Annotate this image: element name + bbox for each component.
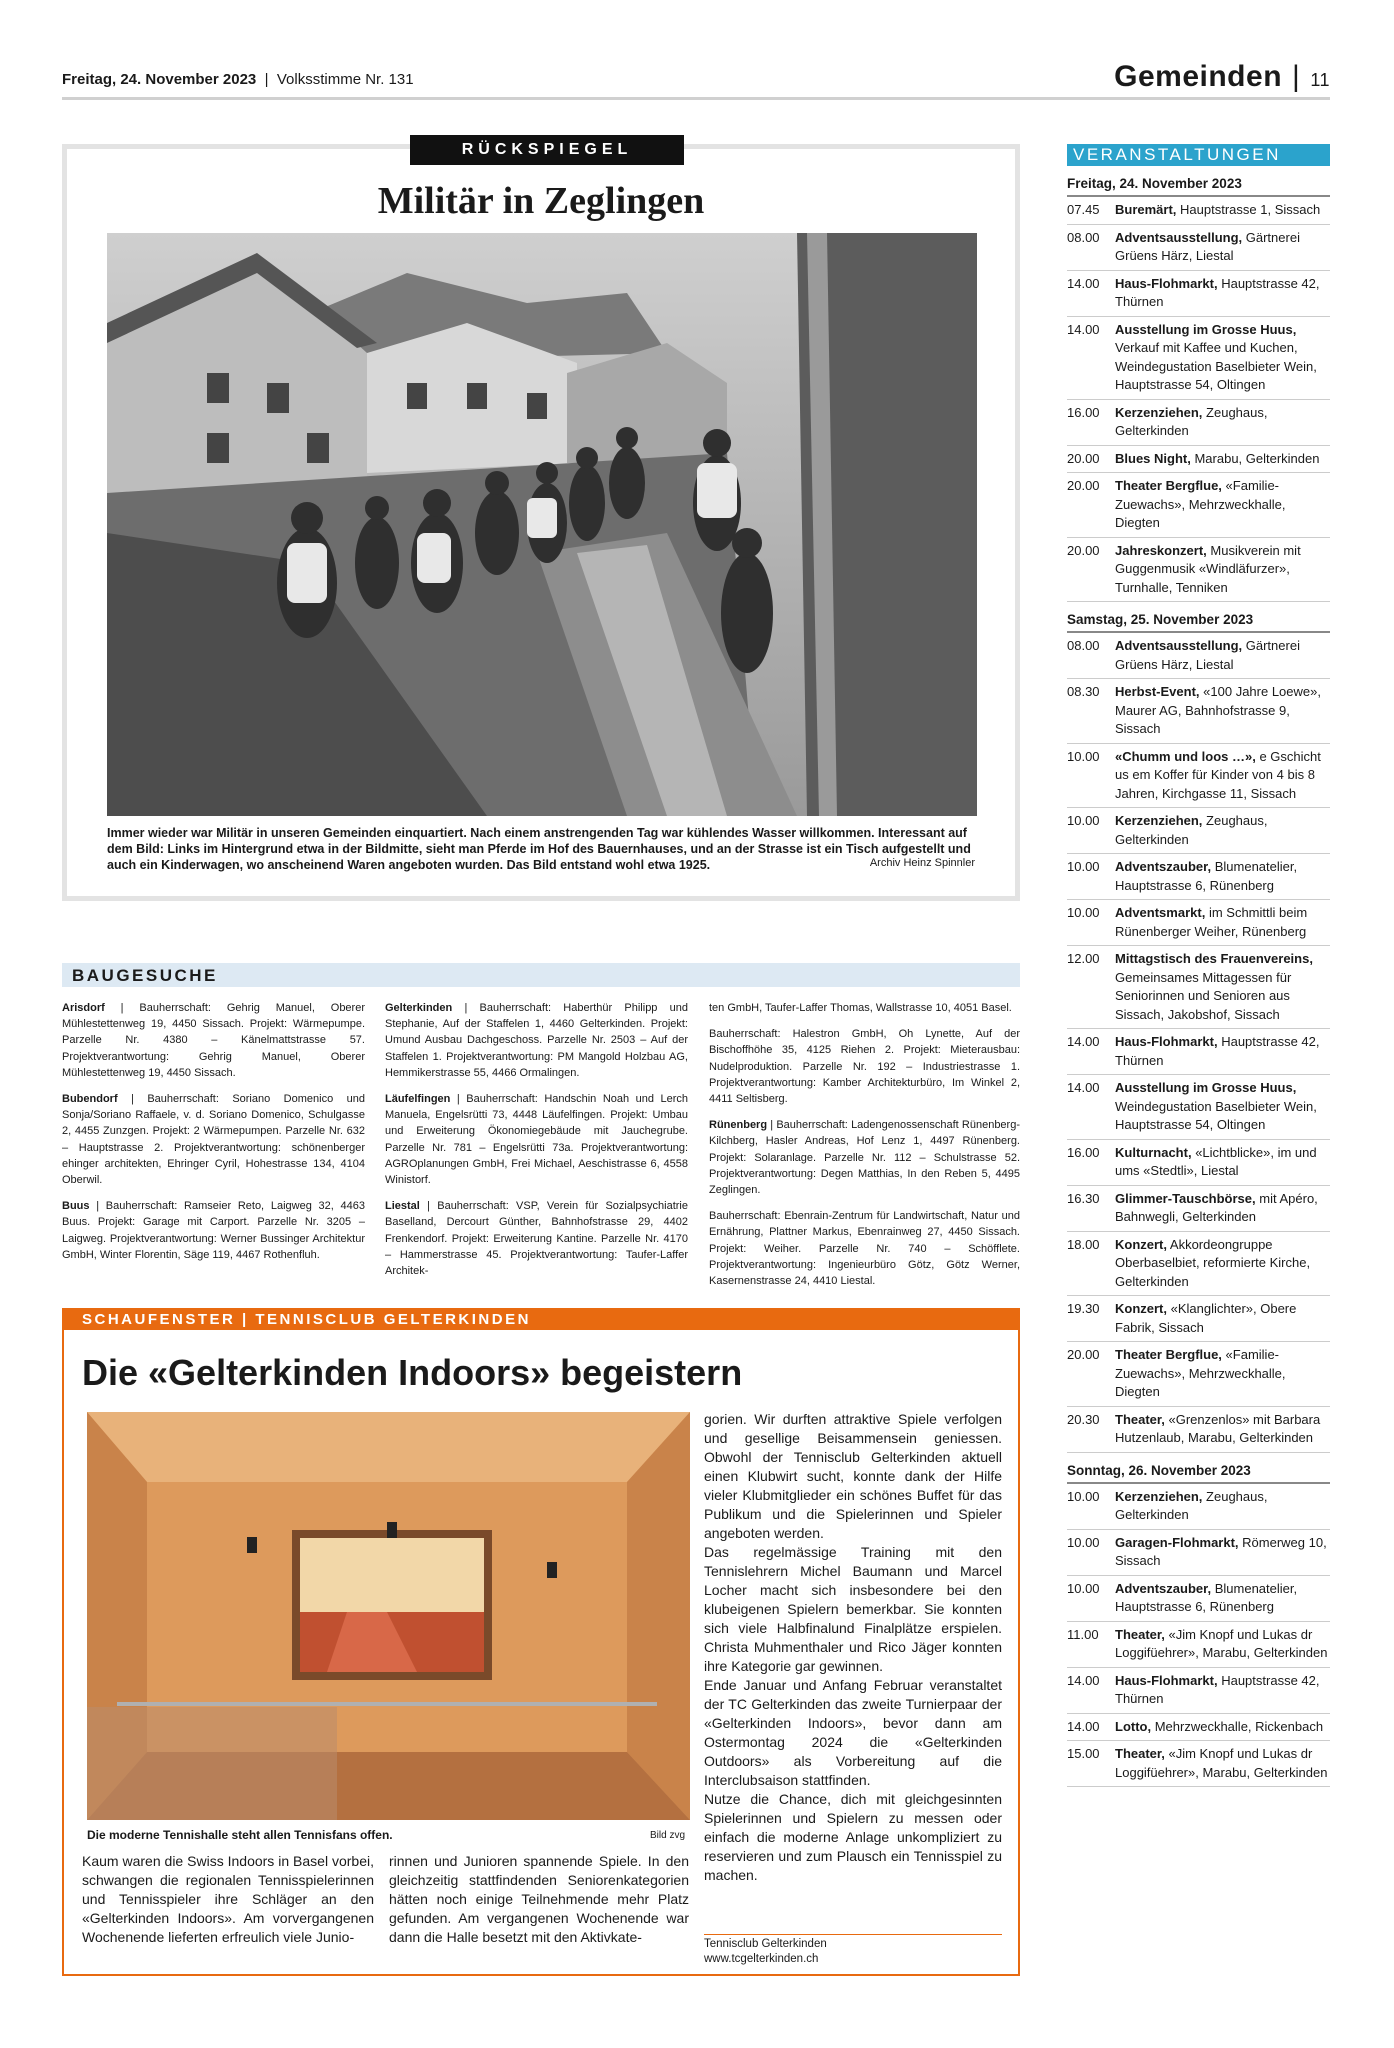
event-item (1067, 1296, 1330, 1342)
event-name: «Chumm und loos …», (1115, 748, 1256, 764)
event-time: 14.00 (1067, 1034, 1100, 1049)
event-day-heading: Sonntag, 26. November 2023 (1067, 1453, 1330, 1484)
article-signature (704, 1934, 1002, 1967)
events-heading: VERANSTALTUNGEN (1067, 144, 1330, 166)
event-name: Adventszauber, (1115, 1580, 1212, 1596)
event-details: «Jim Knopf und Lukas dr Loggifüehrer», Marabu, Gelterkinden (1115, 1746, 1328, 1780)
event-item (1067, 1407, 1330, 1453)
page-number: 11 (1310, 70, 1330, 90)
event-time: 20.30 (1067, 1411, 1100, 1427)
baugesuch-place: Liestal (385, 1200, 420, 1213)
event-name: Theater, (1115, 1626, 1165, 1642)
event-time: 07.45 (1067, 202, 1100, 217)
event-description (1115, 542, 1330, 598)
article-column-2: rinnen und Junioren spannende Spiele. In den gleichzeitig stattfindenden Seniorenkategorien hätten noch einige Teilnehmende mehr Platz gefunden. Am vergangenen Wochenende war dann die Halle besetzt mit den Aktivkate- (389, 1853, 689, 1945)
event-name: Kerzenziehen, (1115, 404, 1203, 420)
event-details: Zeughaus, Gelterkinden (1115, 813, 1268, 847)
event-time: 10.00 (1067, 1534, 1100, 1550)
event-name: Haus-Flohmarkt, (1115, 275, 1218, 291)
event-name: Glimmer-Tauschbörse, (1115, 1190, 1256, 1206)
event-description (1115, 404, 1330, 441)
event-details: Blumenatelier, Hauptstrasse 6, Rünenberg (1115, 859, 1298, 893)
event-time: 18.00 (1067, 1236, 1100, 1252)
event-time: 11.00 (1067, 1626, 1099, 1642)
events-list (1067, 166, 1330, 1787)
rueckspiegel-kicker: RÜCKSPIEGEL (410, 135, 684, 165)
event-name: Haus-Flohmarkt, (1115, 1034, 1218, 1049)
baugesuche-column-3 (709, 1000, 1020, 1299)
event-day-heading: Freitag, 24. November 2023 (1067, 166, 1330, 197)
event-description (1115, 275, 1330, 312)
tennis-photo-credit: Bild zvg (650, 1830, 686, 1841)
event-description (1115, 450, 1330, 469)
event-time: 16.00 (1067, 1144, 1100, 1160)
event-time: 20.00 (1067, 478, 1100, 493)
baugesuch-text: Bauherrschaft: Halestron GmbH, Oh Lynette, Auf der Bischoffhöhe 35, 4125 Riehen 2. Projekt: Mieterausbau: Nudelproduktion. Parzelle Nr. 192 – Industriestrasse 1. Projektverantwortung: Kamber Architekturbüro, Im Winkel 2, 4411 Seltisberg. (709, 1028, 1020, 1106)
event-item (1067, 225, 1330, 271)
event-name: Konzert, (1115, 1301, 1167, 1316)
baugesuche-column-1 (62, 1000, 365, 1273)
event-details: «Klanglichter», Obere Fabrik, Sissach (1115, 1301, 1297, 1335)
baugesuch-text: Bauherrschaft: Haberthür Philipp und Stephanie, Auf der Staffelen 1, 4460 Gelterkinden. Projekt: Umund Ausbau Dachgeschoss. Parzelle Nr. 2503 – Auf der Staffelen 1. Projektverantwortung: PM Mangold Holzbau AG, Hemmikerstrasse 55, 4466 Ormalingen. (385, 1002, 688, 1079)
event-time: 10.00 (1067, 1580, 1100, 1596)
event-details: Weindegustation Baselbieter Wein, Hauptstrasse 54, Oltingen (1115, 1098, 1317, 1132)
event-description (1115, 812, 1330, 849)
event-description (1115, 637, 1330, 674)
event-item (1067, 1342, 1330, 1407)
event-description (1115, 1626, 1330, 1663)
event-description (1115, 1033, 1330, 1070)
event-name: Garagen-Flohmarkt, (1115, 1534, 1239, 1550)
event-details: Verkauf mit Kaffee und Kuchen, Weindegustation Baselbieter Wein, Hauptstrasse 54, Oltingen (1115, 340, 1317, 392)
event-item (1067, 197, 1330, 225)
event-item (1067, 854, 1330, 900)
event-name: Herbst-Event, (1115, 684, 1200, 699)
event-description (1115, 904, 1330, 941)
event-time: 20.00 (1067, 1347, 1100, 1362)
event-item (1067, 679, 1330, 744)
article-paragraph: Das regelmässige Training mit den Tennislehrern Michel Baumann und Marcel Locher macht sich insbesondere bei den klubeigenen Spielern bemerkbar. Sie konnten sich viele Halbfinalund Finalplätze erspielen. Christa Muhmenthaler und Rico Jäger konnten ihre Kategorie gar gewinnen. (704, 1544, 1002, 1674)
baugesuch-place: Buus (62, 1200, 90, 1213)
header-separator: | (264, 71, 269, 88)
event-name: Theater Bergflue, (1115, 1347, 1222, 1362)
baugesuch-entry: Arisdorf | Bauherrschaft: Gehrig Manuel, Oberer Mühlestettenweg 19, 4450 Sissach. Projekt: Wärmepumpe. Parzelle Nr. 4380 – Känelmattstrasse 57. Projektverantwortung: Gehrig Manuel, Oberer Mühlestettenweg 19, 4450 Sissach. (62, 1002, 365, 1079)
page-header (62, 60, 1330, 100)
signature-website: www.tcgelterkinden.ch (704, 1953, 819, 1965)
event-details: Akkordeongruppe Oberbaselbiet, reformierte Kirche, Gelterkinden (1115, 1236, 1311, 1289)
event-description (1115, 1745, 1330, 1782)
event-time: 14.00 (1067, 321, 1100, 337)
header-date: Freitag, 24. November 2023 (62, 71, 257, 88)
event-description (1115, 1144, 1330, 1181)
event-name: Konzert, (1115, 1236, 1167, 1252)
event-details: Zeughaus, Gelterkinden (1115, 1488, 1268, 1522)
event-item (1067, 538, 1330, 603)
photo-credit: Archiv Heinz Spinnler (869, 857, 975, 869)
tennis-photo-caption: Die moderne Tennishalle steht allen Tennisfans offen. (87, 1828, 393, 1842)
event-item (1067, 1622, 1330, 1668)
baugesuch-entry: Gelterkinden | Bauherrschaft: Haberthür Philipp und Stephanie, Auf der Staffelen 1, 4460 Gelterkinden. Projekt: Umund Ausbau Dachgeschoss. Parzelle Nr. 2503 – Auf der Staffelen 1. Projektverantwortung: PM Mangold Holzbau AG, Hemmikerstrasse 55, 4466 Ormalingen. (385, 1002, 688, 1079)
event-item (1067, 1714, 1330, 1742)
event-time: 08.30 (1067, 684, 1100, 699)
event-details: «Lichtblicke», im und ums «Stedtli», Liestal (1115, 1144, 1317, 1178)
baugesuch-text: Bauherrschaft: Handschin Noah und Lerch Manuela, Engelsrütti 73, 4448 Läufelfingen. Projekt: Umbau und Erweiterung Ökonomiegebäude mit Jauchegrube. Parzelle Nr. 781 – Engelsrütti 73a. Projektverantwortung: AGROplanungen GmbH, Frei Michael, Aeschistrasse 6, 4558 Winistorf. (385, 1093, 688, 1187)
event-item (1067, 1484, 1330, 1530)
event-description (1115, 201, 1330, 220)
event-item (1067, 1232, 1330, 1297)
event-name: Lotto, (1115, 1718, 1152, 1734)
event-details: im Schmittli beim Rünenberger Weiher, Rünenberg (1115, 905, 1308, 939)
baugesuch-entry: Läufelfingen | Bauherrschaft: Handschin Noah und Lerch Manuela, Engelsrütti 73, 4448 Läufelfingen. Projekt: Umbau und Erweiterung Ökonomiegebäude mit Jauchegrube. Parzelle Nr. 781 – Engelsrütti 73a. Projektverantwortung: AGROplanungen GmbH, Frei Michael, Aeschistrasse 6, 4558 Winistorf. (385, 1093, 688, 1187)
event-details: Hauptstrasse 42, Thürnen (1115, 275, 1320, 309)
event-item (1067, 633, 1330, 679)
baugesuch-entry (709, 1026, 1020, 1107)
event-item (1067, 271, 1330, 317)
event-item (1067, 1668, 1330, 1714)
event-details: «100 Jahre Loewe», Maurer AG, Bahnhofstrasse 9, Sissach (1115, 684, 1321, 736)
event-description (1115, 1236, 1330, 1292)
baugesuch-entry (709, 1208, 1020, 1289)
baugesuch-text: Bauherrschaft: Ebenrain-Zentrum für Landwirtschaft, Natur und Ernährung, Plattner Markus, Ebenrainweg 27, 4450 Sissach. Projekt: Weiher. Parzelle Nr. 740 – Schöfflete. Projektverantwortung: Ingenieurbüro Götz, Götz Werner, Kasernenstrasse 24, 4410 Liestal. (709, 1210, 1020, 1288)
event-time: 15.00 (1067, 1746, 1100, 1761)
baugesuch-place: Bubendorf (62, 1093, 118, 1106)
events-column (1067, 144, 1330, 1787)
baugesuch-entry (709, 1000, 1020, 1016)
event-time: 20.00 (1067, 450, 1100, 466)
event-description (1115, 1346, 1330, 1402)
event-item (1067, 1186, 1330, 1232)
event-time: 12.00 (1067, 951, 1100, 966)
event-details: Hauptstrasse 42, Thürnen (1115, 1672, 1320, 1706)
article-paragraph: Ende Januar und Anfang Februar veranstaltet der TC Gelterkinden das zweite Turnierpaar der «Gelterkinden Indoors», bevor dann am Ostermontag 2024 die «Gelterkinden Outdoors» als Vorbereitung auf die Interclubsaison stattfinden. (704, 1677, 1002, 1788)
event-item (1067, 1140, 1330, 1186)
article-column-3 (704, 1410, 1002, 1885)
event-day-heading: Samstag, 25. November 2023 (1067, 602, 1330, 633)
event-name: Jahreskonzert, (1115, 542, 1207, 558)
section-title (1114, 60, 1330, 94)
photo-caption: Immer wieder war Militär in unseren Gemeinden einquartiert. Nach einem anstrengenden Tag war kühlendes Wasser willkommen. Interessant auf dem Bild: Links im Hintergrund etwa in der Bildmitte, sieht man Pferde im Hof des Bauernhauses, und an der Strasse ist ein Tisch aufgestellt und auch ein Kinderwagen, wo anscheinend Waren angeboten wurden. Das Bild entstand wohl etwa 1925. (107, 826, 971, 872)
event-time: 10.00 (1067, 1488, 1100, 1504)
event-name: Kerzenziehen, (1115, 1488, 1203, 1504)
schaufenster-box (62, 1308, 1020, 1976)
baugesuch-text: Bauherrschaft: Ramseier Reto, Laigweg 32, 4463 Buus. Projekt: Garage mit Carport. Parzelle Nr. 3205 – Laigweg. Projektverantwortung: Werner Bussinger Architektur GmbH, Winter Florentin, Säge 119, 4467 Rothenfluh. (62, 1200, 365, 1261)
event-name: Kerzenziehen, (1115, 813, 1203, 828)
event-description (1115, 1672, 1330, 1709)
event-item (1067, 317, 1330, 400)
event-name: Buremärt, (1115, 202, 1177, 217)
event-name: Haus-Flohmarkt, (1115, 1672, 1218, 1688)
baugesuch-place: Gelterkinden (385, 1002, 453, 1014)
article-paragraph: Nutze die Chance, dich mit gleichgesinnten Spielerinnen und Spielern zu messen oder einfach die moderne Anlage unkompliziert zu reservieren und zum Plausch ein Tennisspiel zu machen. (704, 1791, 1002, 1883)
historical-photo (107, 233, 977, 816)
event-name: Adventsausstellung, (1115, 638, 1243, 653)
event-details: mit Apéro, Bahnwegli, Gelterkinden (1115, 1190, 1318, 1224)
baugesuch-text: ten GmbH, Taufer-Laffer Thomas, Wallstrasse 10, 4051 Basel. (709, 1002, 1012, 1014)
event-item (1067, 1741, 1330, 1787)
event-description (1115, 1534, 1330, 1571)
event-name: Kulturnacht, (1115, 1144, 1192, 1160)
event-name: Theater, (1115, 1746, 1165, 1761)
event-name: Adventszauber, (1115, 859, 1212, 874)
event-description (1115, 229, 1330, 266)
baugesuch-entry: Bubendorf | Bauherrschaft: Soriano Domenico und Sonja/Soriano Raffaele, v. d. Soriano Domenico, Schulgasse 2, 4455 Zunzgen. Projekt: 2 Wärmepumpen. Parzelle Nr. 632 – Hauptstrasse 2. Projektverantwortung: schönenberger ehinger architekten, Ehringer Cyril, Hohestrasse 134, 4104 Oberwil. (62, 1093, 365, 1187)
baugesuch-entry: Rünenberg | Bauherrschaft: Ladengenossenschaft Rünenberg-Kilchberg, Hasler Andreas, Hof Lenz 1, 4497 Rünenberg. Projekt: Solaranlage. Parzelle Nr. 112 – Schulstrasse 52. Projektverantwortung: Degen Matthias, In den Reben 5, 4495 Zeglingen. (709, 1119, 1020, 1197)
event-name: Ausstellung im Grosse Huus, (1115, 321, 1297, 337)
article-column-1: Kaum waren die Swiss Indoors in Basel vorbei, schwangen die regionalen Tennisspielerinnen und Tennisspieler ihre Schläger an den «Gelterkinden Indoors». Am vorvergangenen Wochenende lieferten erfreulich viele Junio- (82, 1853, 374, 1945)
event-name: Theater, (1115, 1411, 1165, 1427)
section-separator: | (1292, 60, 1301, 93)
event-details: Blumenatelier, Hauptstrasse 6, Rünenberg (1115, 1580, 1298, 1614)
event-item (1067, 900, 1330, 946)
event-item (1067, 473, 1330, 538)
event-item (1067, 400, 1330, 446)
event-details: «Jim Knopf und Lukas dr Loggifüehrer», Marabu, Gelterkinden (1115, 1626, 1328, 1660)
tennis-hall-photo (87, 1412, 690, 1820)
event-details: Mehrzweckhalle, Rickenbach (1154, 1718, 1324, 1734)
schaufenster-title: Die «Gelterkinden Indoors» begeistern (82, 1352, 743, 1393)
event-time: 14.00 (1067, 1672, 1100, 1688)
event-item (1067, 1576, 1330, 1622)
event-details: «Familie-Zuewachs», Mehrzweckhalle, Diegten (1115, 478, 1286, 530)
event-time: 10.00 (1067, 748, 1100, 764)
event-item (1067, 1530, 1330, 1576)
event-time: 19.30 (1067, 1301, 1100, 1316)
event-name: Ausstellung im Grosse Huus, (1115, 1080, 1297, 1095)
event-description (1115, 477, 1330, 533)
event-description (1115, 1580, 1330, 1617)
baugesuch-place: Rünenberg (709, 1119, 768, 1132)
event-details: e Gschicht us em Koffer für Kinder von 4 bis 8 Jahren, Kirchgasse 11, Sissach (1115, 748, 1321, 801)
event-description (1115, 683, 1330, 739)
event-description (1115, 748, 1330, 804)
event-details: Römerweg 10, Sissach (1115, 1534, 1327, 1568)
event-details: Gärtnerei Grüens Härz, Liestal (1115, 229, 1300, 263)
event-description (1115, 1488, 1330, 1525)
event-time: 14.00 (1067, 275, 1100, 291)
event-time: 16.30 (1067, 1190, 1100, 1206)
event-time: 16.00 (1067, 404, 1100, 420)
event-details: Hauptstrasse 42, Thürnen (1115, 1034, 1320, 1068)
event-name: Adventsausstellung, (1115, 229, 1243, 245)
baugesuche-column-2 (385, 1000, 688, 1289)
event-time: 10.00 (1067, 813, 1100, 828)
event-item (1067, 808, 1330, 854)
event-time: 10.00 (1067, 905, 1100, 920)
baugesuch-text: Bauherrschaft: Gehrig Manuel, Oberer Mühlestettenweg 19, 4450 Sissach. Projekt: Wärmepumpe. Parzelle Nr. 4380 – Känelmattstrasse 57. Projektverantwortung: Gehrig Manuel, Oberer Mühlestettenweg 19, 4450 Sissach. (62, 1002, 365, 1079)
event-details: Musikverein mit Guggenmusik «Windläfurzer», Turnhalle, Tenniken (1115, 542, 1301, 595)
event-description (1115, 321, 1330, 395)
event-time: 14.00 (1067, 1080, 1100, 1095)
event-details: Hauptstrasse 1, Sissach (1180, 202, 1321, 217)
baugesuch-entry: Liestal | Bauherrschaft: VSP, Verein für Sozialpsychiatrie Baselland, Dercourt Günther, Bahnhofstrasse 29, 4402 Frenkendorf. Projekt: Erweiterung Kantine. Parzelle Nr. 4170 – Hammerstrasse 45. Projektverantwortung: Taufer-Laffer Architek- (385, 1200, 688, 1278)
header-dateline (62, 71, 414, 88)
event-time: 10.00 (1067, 859, 1100, 874)
rueckspiegel-box (62, 141, 1020, 901)
event-details: Zeughaus, Gelterkinden (1115, 404, 1268, 438)
event-item (1067, 744, 1330, 809)
event-item (1067, 946, 1330, 1029)
schaufenster-kicker: SCHAUFENSTER | TENNISCLUB GELTERKINDEN (64, 1310, 1018, 1330)
baugesuch-place: Läufelfingen (385, 1093, 451, 1106)
baugesuch-text: Bauherrschaft: Ladengenossenschaft Rünenberg-Kilchberg, Hasler Andreas, Hof Lenz 1, 4497 Rünenberg. Projekt: Solaranlage. Parzelle Nr. 112 – Schulstrasse 52. Projektverantwortung: Degen Matthias, In den Reben 5, 4495 Zeglingen. (709, 1119, 1020, 1197)
event-name: Adventsmarkt, (1115, 905, 1206, 920)
event-details: Gärtnerei Grüens Härz, Liestal (1115, 638, 1300, 672)
baugesuch-text: Bauherrschaft: VSP, Verein für Sozialpsychiatrie Baselland, Dercourt Günther, Bahnhofstrasse 29, 4402 Frenkendorf. Projekt: Erweiterung Kantine. Parzelle Nr. 4170 – Hammerstrasse 45. Projektverantwortung: Taufer-Laffer Architek- (385, 1200, 688, 1278)
event-description (1115, 950, 1330, 1024)
event-item (1067, 1029, 1330, 1075)
event-name: Blues Night, (1115, 450, 1191, 466)
article-paragraph: gorien. Wir durften attraktive Spiele verfolgen und gesellige Beisammensein geniessen. Obwohl der Tennisclub Gelterkinden aktuell einen Klubwirt sucht, konnte dank der Hilfe vieler Klubmitglieder ein schönes Buffet für das Publikum und die Spielerinnen und Spieler angeboten werden. (704, 1411, 1002, 1541)
event-time: 08.00 (1067, 229, 1100, 245)
event-item (1067, 1075, 1330, 1140)
event-time: 14.00 (1067, 1718, 1100, 1734)
event-description (1115, 1079, 1330, 1135)
event-time: 08.00 (1067, 638, 1100, 653)
header-issue: Volksstimme Nr. 131 (276, 71, 414, 88)
event-details: «Grenzenlos» mit Barbara Hutzenlaub, Marabu, Gelterkinden (1115, 1411, 1321, 1445)
event-name: Theater Bergflue, (1115, 478, 1222, 493)
baugesuch-place: Arisdorf (62, 1002, 105, 1014)
rueckspiegel-title: Militär in Zeglingen (377, 180, 705, 222)
event-details: Marabu, Gelterkinden (1194, 450, 1320, 466)
event-time: 20.00 (1067, 542, 1100, 558)
event-item (1067, 446, 1330, 474)
section-name: Gemeinden (1114, 60, 1283, 93)
signature-club: Tennisclub Gelterkinden (704, 1938, 827, 1950)
baugesuche-heading: BAUGESUCHE (62, 963, 1020, 987)
event-description (1115, 1411, 1330, 1448)
event-details: «Familie-Zuewachs», Mehrzweckhalle, Diegten (1115, 1347, 1286, 1399)
event-name: Mittagstisch des Frauenvereins, (1115, 951, 1313, 966)
event-description (1115, 1300, 1330, 1337)
event-details: Gemeinsames Mittagessen für Seniorinnen und Senioren aus Sissach, Jakobshof, Sissach (1115, 969, 1292, 1022)
baugesuch-entry: Buus | Bauherrschaft: Ramseier Reto, Laigweg 32, 4463 Buus. Projekt: Garage mit Carport. Parzelle Nr. 3205 – Laigweg. Projektverantwortung: Werner Bussinger Architektur GmbH, Winter Florentin, Säge 119, 4467 Rothenfluh. (62, 1200, 365, 1261)
event-description (1115, 1190, 1330, 1227)
event-description (1115, 858, 1330, 895)
baugesuch-text: Bauherrschaft: Soriano Domenico und Sonja/Soriano Raffaele, v. d. Soriano Domenico, Schulgasse 2, 4455 Zunzgen. Projekt: 2 Wärmepumpen. Parzelle Nr. 632 – Hauptstrasse 2. Projektverantwortung: schönenberger ehinger architekten, Ehringer Cyril, Hohestrasse 134, 4104 Oberwil. (62, 1093, 365, 1187)
event-description (1115, 1718, 1330, 1737)
